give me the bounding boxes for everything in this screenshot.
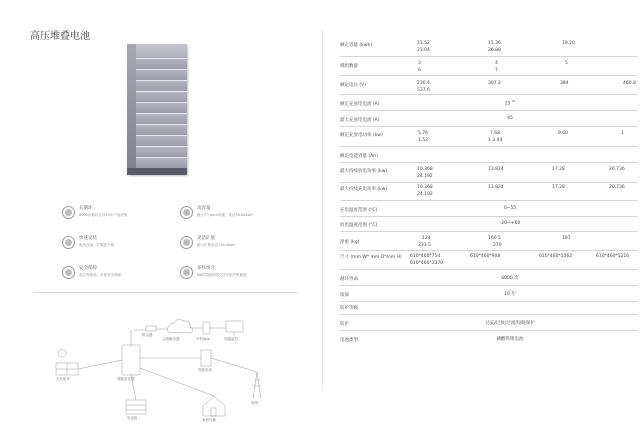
home-label: 家庭负载 xyxy=(202,418,216,422)
pc-label: 电脑监控 xyxy=(224,337,238,341)
grid-label: 电网 xyxy=(251,401,258,405)
spec-row: 最大持续充电功率 (kw) 10.368 24.192 13.824  17.28 20.736 xyxy=(340,184,638,201)
spec-row: 额定充放电功率 (kw) 5.76 1.52 7.68 1 3.44 9.60 1 xyxy=(340,130,638,147)
spec-row: 充电温度范围 (°C) 0~55 xyxy=(340,204,638,217)
feature-desc: 最大扩展高达134.4kwh xyxy=(197,243,236,247)
spec-row: 额定电能容量 (Ah) xyxy=(340,150,638,163)
phone-label: 手机App xyxy=(196,337,210,341)
power-tower-icon xyxy=(253,372,261,399)
feature-desc: BMS智能管理支持多组并机联接 xyxy=(197,273,247,277)
cloud-icon xyxy=(168,319,193,333)
meter-label: 智能电表 xyxy=(198,368,212,372)
spec-row: 尺寸 (mm W* mm D*mm H) 610*460*754 610*460*1370 610*460*908 610*460*1062 610*460*1216 xyxy=(340,253,638,270)
feature-title: 多样组合 xyxy=(197,266,215,271)
house-icon xyxy=(203,396,225,416)
feature-desc: 最大7个pack堆叠，高达35.88kwh xyxy=(197,213,253,217)
router-label: 路由器 xyxy=(142,333,153,337)
feature-title: 长循环 xyxy=(79,206,93,211)
feature-title: 快速安装 xyxy=(79,236,97,241)
spec-row: 最大充放电电流 (A) 45 xyxy=(340,114,638,127)
spec-row: 电池类型 磷酸铁锂电池 xyxy=(340,337,524,343)
battery-label: 电池组 xyxy=(127,416,138,420)
feature-title: 安全保障 xyxy=(79,266,97,271)
feature-title: 灵活扩展 xyxy=(197,236,215,241)
spec-row: 防护 过充/过放/过流/短路保护 xyxy=(340,318,638,331)
meter-icon xyxy=(201,350,211,366)
feature-desc: 6000次循环支持10年产品质保 xyxy=(79,213,128,217)
spec-row: 模组数量 3 6 4 7 5 xyxy=(340,59,638,76)
spec-row: 额定充放电电流 (A) 25 $^{50}$ xyxy=(340,98,638,111)
feature-desc: 电芯等级高，多重安全保障 xyxy=(79,273,121,277)
sun-icon xyxy=(58,349,66,357)
spec-row: 防护等级 xyxy=(340,302,638,315)
spec-row: 额定电压 (V) 230.4 537.6 307.2 384 460.8 xyxy=(340,80,638,95)
spec-row: 质保 10 年 xyxy=(340,289,638,302)
spec-row: 循环寿命 6000 次 xyxy=(340,273,638,286)
solar-label: 光伏组件 xyxy=(56,377,70,381)
phone-icon xyxy=(203,322,210,334)
spec-row: 放电温度范围 (°C) -20~+60 xyxy=(340,219,638,232)
inverter-label: 储能逆变器 xyxy=(117,377,135,381)
battery-icon xyxy=(126,400,146,414)
page-title: 高压堆叠电池 xyxy=(30,31,90,42)
feature-title: 高容量 xyxy=(197,206,211,211)
inverter-icon xyxy=(122,345,140,375)
spec-row: 额定容量 (kwh) 11.52 23.04 15.36 26.88 19.20 xyxy=(340,40,638,57)
cloud-label: 云端服务器 xyxy=(162,337,180,341)
spec-row: 最大持续放电功率 (kw) 10.368 24.192 13.824 17.28 20.736 xyxy=(340,166,638,183)
feature-desc: 免线连接，扩展更方便 xyxy=(79,243,114,247)
monitor-icon xyxy=(226,321,243,332)
router-icon xyxy=(146,326,156,331)
spec-row: 净重 (kg) 124 233.5 160.5 270 197 xyxy=(340,235,638,251)
